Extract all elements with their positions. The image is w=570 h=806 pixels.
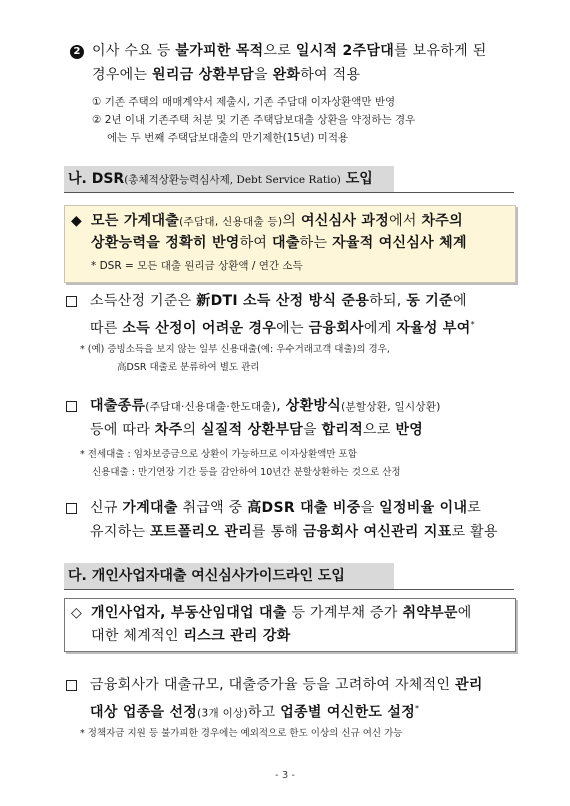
b1-footnote-line2: 高DSR 대출로 분류하여 별도 관리	[117, 362, 260, 373]
b3-line2: 유지하는 포트폴리오 관리를 통해 금융회사 여신관리 지표로 활용	[90, 524, 498, 540]
section-da-title	[64, 563, 514, 590]
box2-line2: 대한 체계적인 리스크 관리 강화	[91, 628, 291, 644]
b4-footnote: * 정책자금 지원 등 불가피한 경우에는 예외적으로 한도 이상의 신규 여신 가능	[80, 728, 403, 739]
b1-footnote-line1: * (예) 증빙소득을 보지 않는 일부 신용대출(예: 우수거래고객 대출)의 경우,	[80, 344, 390, 355]
number-2-badge: 2	[70, 45, 84, 59]
item2-sub2-line2: 에는 두 번째 주택담보대출의 만기제한(15년) 미적용	[107, 132, 349, 144]
item2-line2: 경우에는 원리금 상환부담을 완화하여 적용	[92, 67, 361, 83]
b4-line2: 대상 업종을 선정(3개 이상)하고 업종별 여신한도 설정*	[90, 704, 420, 721]
b2-line2: 등에 따라 차주의 실질적 상환부담을 합리적으로 반영	[90, 422, 424, 438]
diamond-bullet-icon: ◆	[71, 213, 83, 229]
box1-line1: 모든 가계대출(주담대, 신용대출 등)의 여신심사 과정에서 차주의	[91, 213, 463, 229]
page-number: - 3 -	[275, 770, 295, 781]
dsr-summary-box	[64, 205, 516, 283]
b1-line1: 소득산정 기준은 新DTI 소득 산정 방식 준용하되, 동 기준에	[90, 293, 467, 309]
section-da-text: 다. 개인사업자대출 여신심사가이드라인 도입	[68, 568, 345, 584]
checkbox-square-icon	[66, 401, 77, 412]
section-na-title	[64, 166, 514, 193]
item2-sub2-line1: ② 2년 이내 기존주택 처분 및 기존 주택담보대출 상환을 약정하는 경우	[92, 114, 416, 126]
hollow-diamond-bullet-icon: ◇	[71, 605, 83, 621]
b2-footnote-line1: * 전세대출 : 임차보증금으로 상환이 가능하므로 이자상환액만 포함	[80, 449, 357, 460]
dsr-formula: * DSR = 모든 대출 원리금 상환액 / 연간 소득	[91, 260, 303, 272]
b1-line2: 따른 소득 산정이 어려운 경우에는 금융회사에게 자율성 부여*	[90, 320, 475, 337]
item2-line1: 이사 수요 등 불가피한 목적으로 일시적 2주담대를 보유하게 된	[92, 43, 487, 59]
section-na-text: 나. DSR(총체적상환능력심사제, Debt Service Ratio) 도입	[68, 171, 373, 187]
checkbox-square-icon	[66, 296, 77, 307]
item2-sub1: ① 기존 주택의 매매계약서 제출시, 기존 주담대 이자상환액만 반영	[92, 96, 396, 108]
checkbox-square-icon	[66, 680, 77, 691]
b2-footnote-line2: 신용대출 : 만기연장 기간 등을 감안하여 10년간 분할상환하는 것으로 산정	[92, 467, 401, 478]
sole-proprietor-summary-box	[64, 598, 516, 652]
box2-line1: 개인사업자, 부동산임대업 대출 등 가계부채 증가 취약부문에	[91, 605, 472, 621]
b2-line1: 대출종류(주담대·신용대출·한도대출), 상환방식(분할상환, 일시상환)	[90, 398, 441, 414]
b3-line1: 신규 가계대출 취급액 중 高DSR 대출 비중을 일정비율 이내로	[90, 500, 482, 516]
b4-line1: 금융회사가 대출규모, 대출증가율 등을 고려하여 자체적인 관리	[90, 677, 483, 693]
checkbox-square-icon	[66, 503, 77, 514]
box1-line2: 상환능력을 정확히 반영하여 대출하는 자율적 여신심사 체계	[91, 235, 467, 251]
